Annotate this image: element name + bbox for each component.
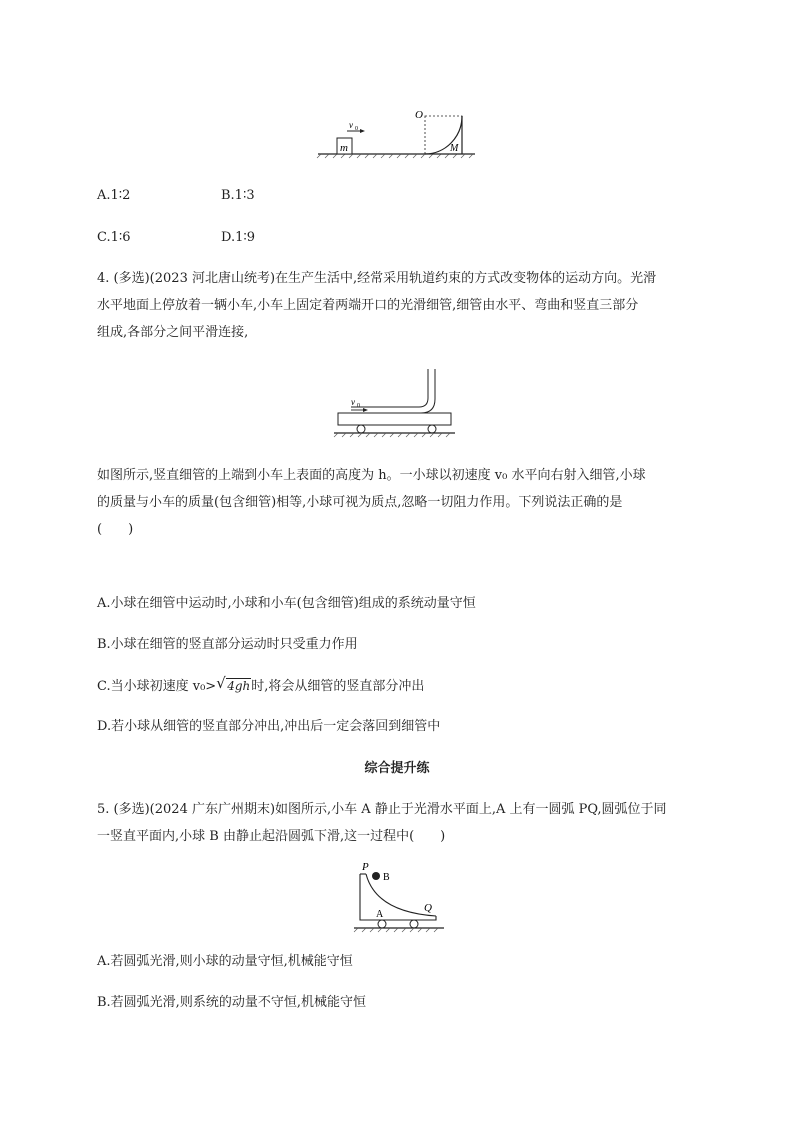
q4-stem-line2: 水平地面上停放着一辆小车,小车上固定着两端开口的光滑细管,细管由水平、弯曲和竖直三部分 <box>97 298 639 313</box>
q5-stem-line1: 5. (多选)(2024 广东广州期末)如图所示,小车 A 静止于光滑水平面上,A 上有一圆弧 PQ,圆弧位于同 <box>97 802 667 817</box>
q4-option-c-post: 时,将会从细管的竖直部分冲出 <box>251 679 425 694</box>
figure-block-arc <box>315 104 480 160</box>
q4-stem-line5: 的质量与小车的质量(包含细管)相等,小球可视为质点,忽略一切阻力作用。下列说法正确的是 <box>97 495 623 510</box>
q4-option-b: B.小球在细管的竖直部分运动时只受重力作用 <box>97 637 358 652</box>
wheel-right <box>428 425 436 433</box>
wheel-right <box>410 920 418 928</box>
label-v0: v <box>349 120 353 130</box>
q3-option-c: C.1∶6 <box>97 230 131 245</box>
wheel-left <box>357 425 365 433</box>
q5-option-a: A.若圆弧光滑,则小球的动量守恒,机械能守恒 <box>97 954 353 969</box>
q5-option-b: B.若圆弧光滑,则系统的动量不守恒,机械能守恒 <box>97 995 366 1010</box>
label-A: A <box>376 909 384 920</box>
section-title: 综合提升练 <box>364 761 430 776</box>
sqrt-expression: √ 4gh <box>216 674 251 693</box>
label-Q: Q <box>424 902 432 914</box>
sqrt-radicand: 4gh <box>227 679 251 693</box>
q4-stem-line6: ( ) <box>97 522 134 537</box>
q3-option-b: B.1∶3 <box>221 188 255 203</box>
ball-B <box>372 872 380 880</box>
cart-body <box>338 413 451 425</box>
q4-stem-line1: 4. (多选)(2023 河北唐山统考)在生产生活中,经常采用轨道约束的方式改变物体的运动方向。光滑 <box>97 271 657 286</box>
label-v0-sub: 0 <box>355 126 358 132</box>
q3-option-a: A.1∶2 <box>97 188 131 203</box>
q4-option-a: A.小球在细管中运动时,小球和小车(包含细管)组成的系统动量守恒 <box>97 596 476 611</box>
label-P: P <box>362 861 369 873</box>
q4-option-c-pre: C.当小球初速度 v₀> <box>97 679 217 694</box>
figure-cart-tube <box>333 367 463 443</box>
q4-option-d: D.若小球从细管的竖直部分冲出,冲出后一定会落回到细管中 <box>97 719 441 734</box>
q4-option-c <box>97 674 425 696</box>
wheel-left <box>378 920 386 928</box>
q3-option-d: D.1∶9 <box>221 230 256 245</box>
label-O: O <box>415 109 423 121</box>
label-B: B <box>383 872 390 883</box>
label-v0: v <box>351 397 355 407</box>
q4-stem-line3: 组成,各部分之间平滑连接, <box>97 325 249 340</box>
tube-inner <box>351 369 428 407</box>
figure-cart-arc <box>352 860 448 936</box>
label-m: m <box>340 142 348 154</box>
q5-stem-line2: 一竖直平面内,小球 B 由静止起沿圆弧下滑,这一过程中( ) <box>97 829 446 844</box>
label-M: M <box>450 143 459 154</box>
label-v0-sub: 0 <box>357 403 360 409</box>
q4-stem-line4: 如图所示,竖直细管的上端到小车上表面的高度为 h。一小球以初速度 v₀ 水平向右射入细管,小球 <box>97 468 646 483</box>
